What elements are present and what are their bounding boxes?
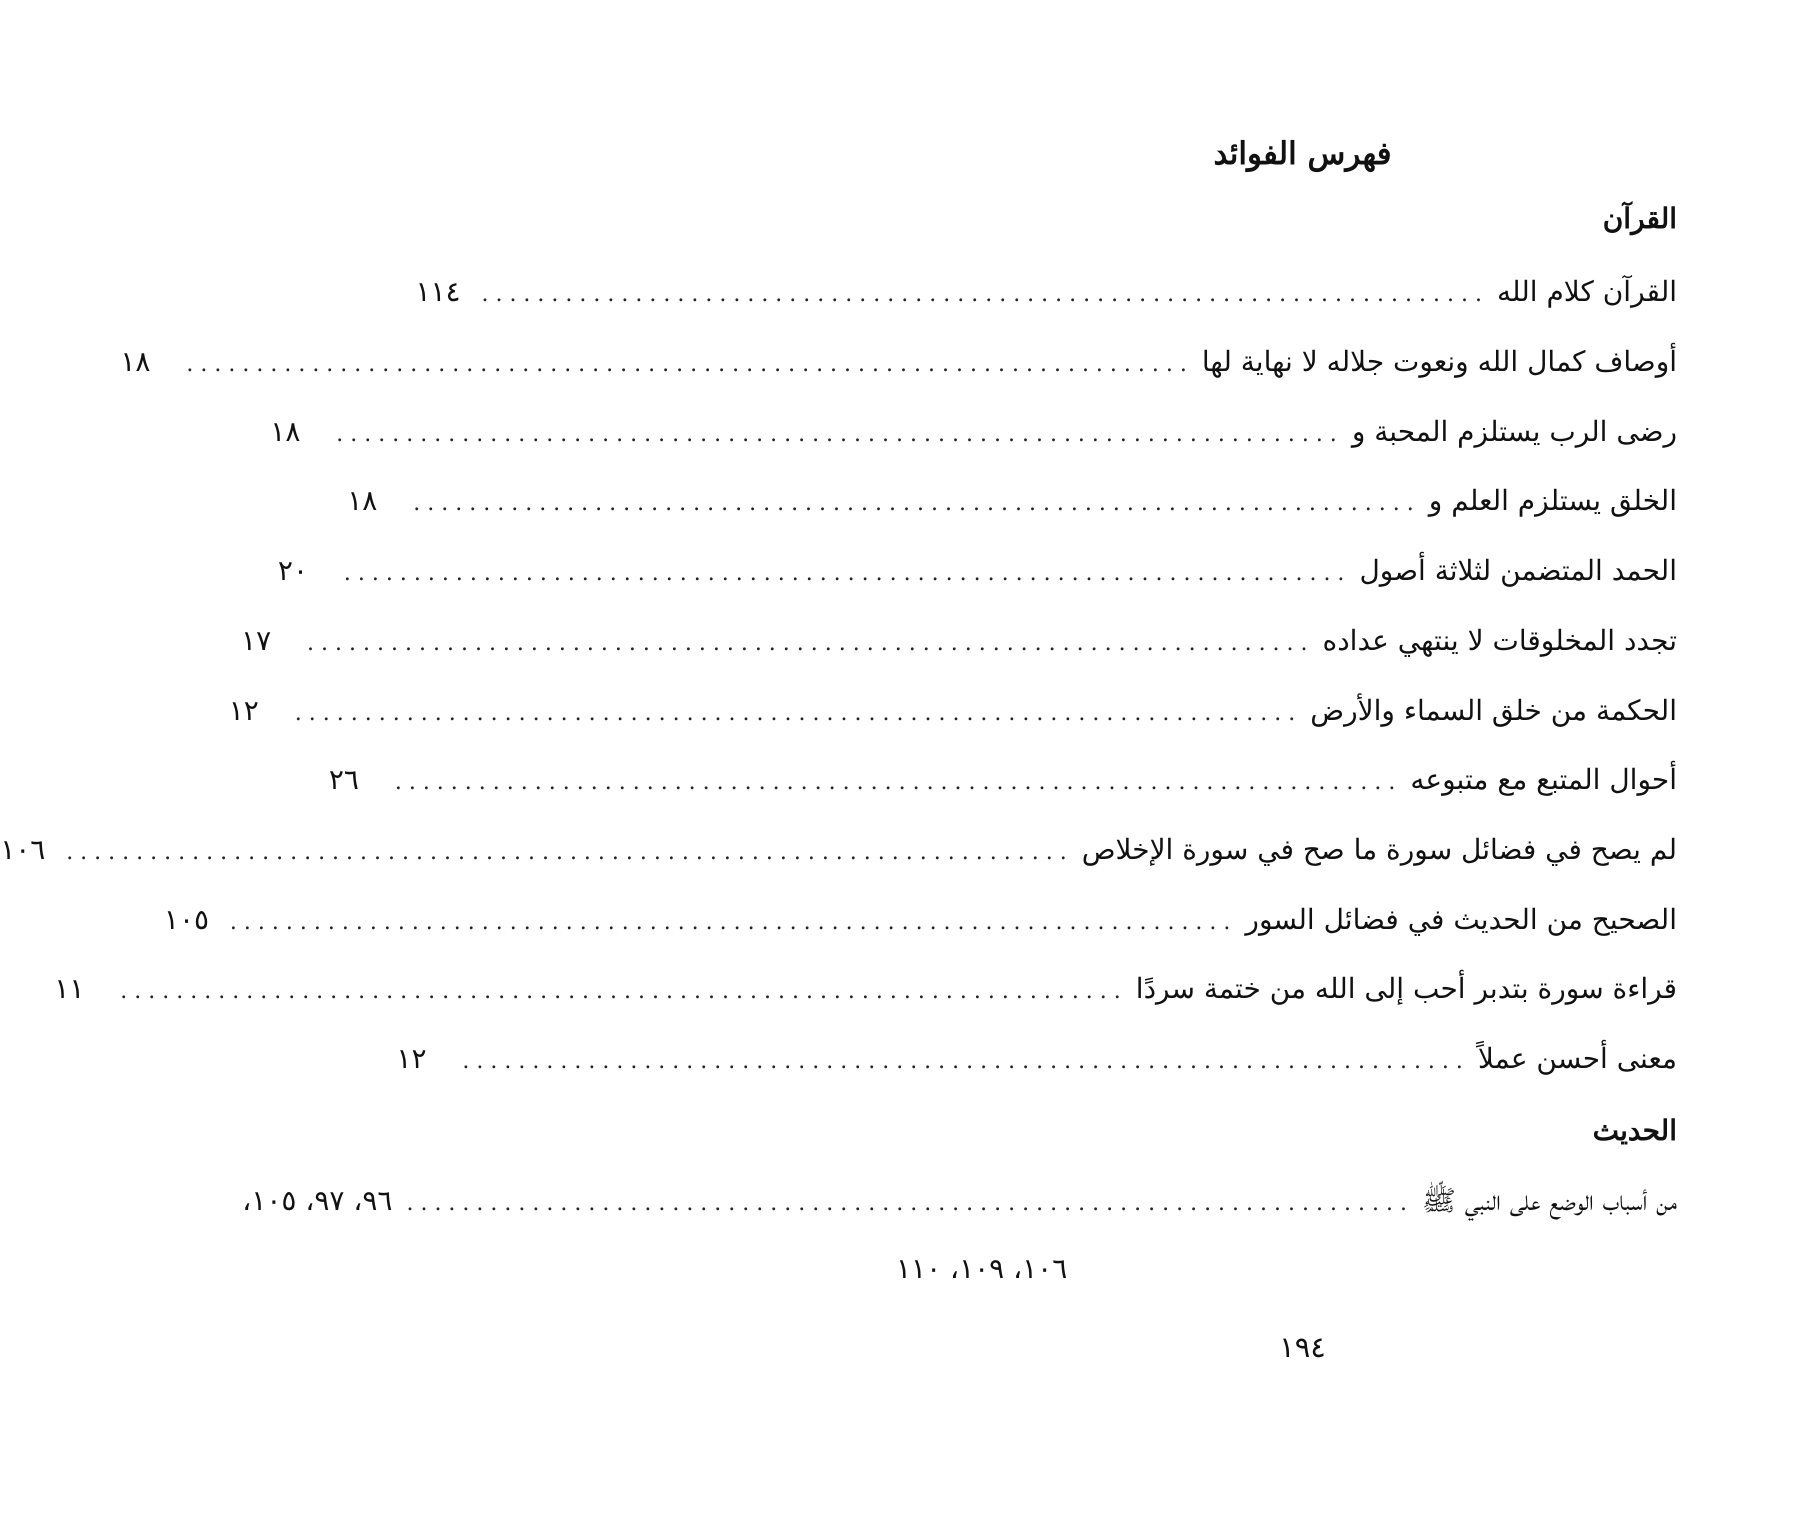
dot-leader: ........................................................................	[66, 840, 1074, 865]
entry-title: الحكمة من خلق السماء والأرض	[1310, 694, 1677, 727]
page-number: ١٨	[270, 415, 301, 448]
page-number: ٢٦	[328, 763, 359, 796]
dot-leader: ........................................................................	[406, 1191, 1414, 1216]
dot-leader: ........................................................................	[481, 282, 1489, 307]
folio-page-number: ١٩٤	[1279, 1330, 1326, 1364]
page-number: ١٠٦	[0, 833, 46, 866]
dot-leader: ........................................................................	[294, 701, 1303, 726]
toc-entry	[242, 1176, 1677, 1226]
page-number: ١١	[54, 972, 85, 1005]
entry-title: أوصاف كمال الله ونعوت جلاله لا نهاية لها	[1201, 345, 1677, 378]
toc-entry	[396, 1034, 1677, 1084]
toc-entry	[163, 895, 1677, 945]
entry-title: لم يصح في فضائل سورة ما صح في سورة الإخلاص	[1081, 833, 1677, 866]
page-number: ١٢	[228, 694, 259, 727]
dot-leader: ........................................................................	[336, 422, 1344, 447]
dot-leader: ........................................................................	[229, 910, 1238, 935]
page-number-continuation: ١٠٦، ١٠٩، ١١٠	[896, 1252, 1068, 1285]
section-heading-quran: القرآن	[1602, 202, 1677, 235]
page-number: ٢٠	[277, 554, 308, 587]
toc-entry	[0, 825, 1677, 875]
dot-leader: ........................................................................	[186, 352, 1194, 377]
toc-entry	[54, 964, 1677, 1014]
section-heading-hadith: الحديث	[1592, 1114, 1677, 1147]
toc-entry	[415, 267, 1677, 317]
entry-title: قراءة سورة بتدبر أحب إلى الله من ختمة سردًا	[1135, 972, 1677, 1005]
toc-entry	[328, 755, 1677, 805]
entry-title: رضى الرب يستلزم المحبة و	[1351, 415, 1677, 448]
page-title: فهرس الفوائد	[1213, 136, 1392, 172]
toc-entry	[120, 337, 1677, 387]
dot-leader: ........................................................................	[394, 770, 1403, 795]
page-number: ٩٦، ٩٧، ١٠٥،	[242, 1184, 393, 1217]
toc-entry	[241, 616, 1677, 666]
entry-title: الصحيح من الحديث في فضائل السور	[1245, 903, 1677, 936]
page-number: ١٢	[396, 1042, 427, 1075]
dot-leader: ........................................................................	[462, 1049, 1470, 1074]
entry-title: معنى أحسن عملاً	[1477, 1042, 1677, 1075]
entry-title: القرآن كلام الله	[1496, 275, 1677, 308]
page-number: ١٨	[120, 345, 151, 378]
page-number: ١٨	[347, 484, 378, 517]
toc-entry	[277, 546, 1677, 596]
entry-title: من أسباب الوضع على النبي ﷺ	[1421, 1184, 1677, 1217]
page-number: ١٠٥	[163, 903, 210, 936]
toc-entry	[270, 407, 1677, 457]
entry-title: تجدد المخلوقات لا ينتهي عداده	[1322, 624, 1677, 657]
toc-entry	[228, 686, 1677, 736]
entry-title: الخلق يستلزم العلم و	[1428, 484, 1677, 517]
page-number: ١١٤	[415, 275, 461, 308]
dot-leader: ........................................................................	[343, 561, 1352, 586]
toc-entry	[347, 476, 1677, 526]
page-number: ١٧	[241, 624, 272, 657]
entry-title: أحوال المتبع مع متبوعه	[1410, 763, 1677, 796]
dot-leader: ........................................................................	[413, 491, 1421, 516]
dot-leader: ........................................................................	[120, 979, 1128, 1004]
dot-leader: ........................................................................	[307, 631, 1315, 656]
entry-title: الحمد المتضمن لثلاثة أصول	[1359, 554, 1677, 587]
